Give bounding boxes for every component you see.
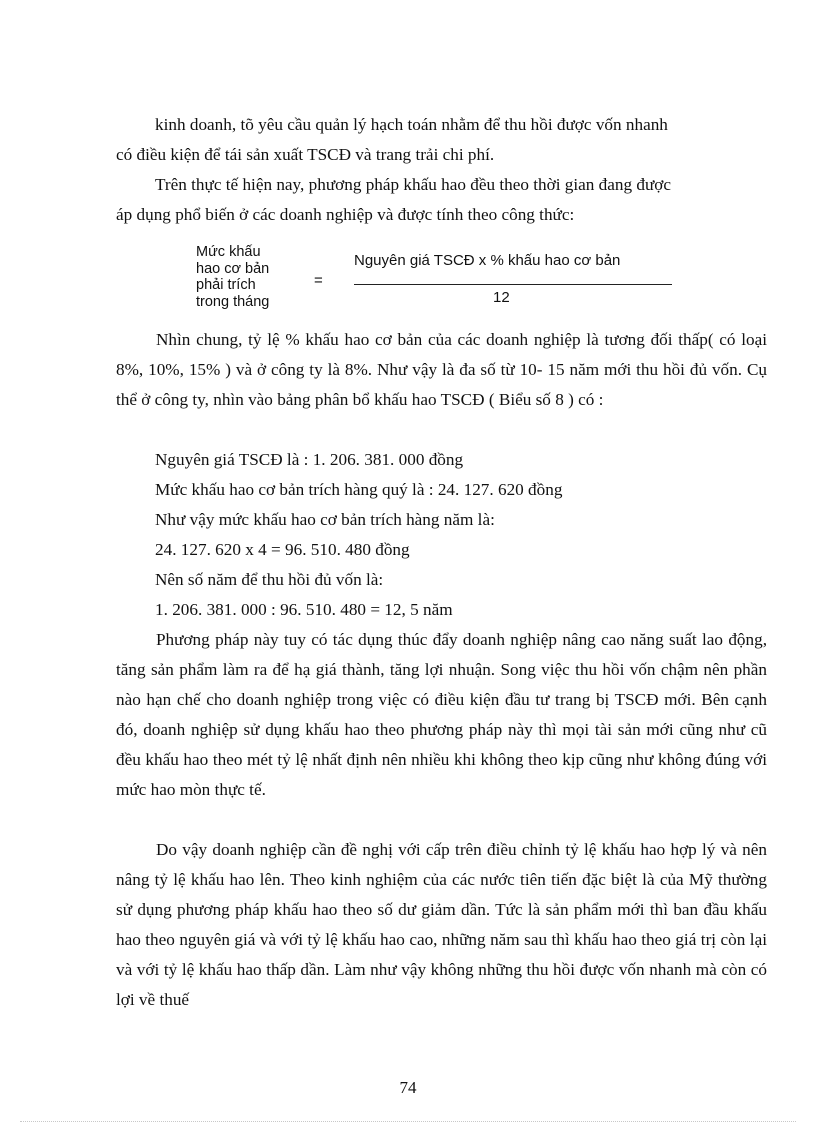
formula-label-line: phải trích <box>196 277 256 293</box>
paragraph-1-line-2: có điều kiện để tái sản xuất TSCĐ và trang trải chi phí. <box>116 145 495 164</box>
line-muc-khau-hao-quy: Mức khấu hao cơ bản trích hàng quý là : 24. 127. 620 đồng <box>155 480 563 499</box>
paragraph-4: Phương pháp này tuy có tác dụng thúc đẩy doanh nghiệp nâng cao năng suất lao động, tăng sản phẩm làm ra để hạ giá thành, tăng lợi nhuận. Song việc thu hồi vốn chậm nên phần nào hạn chế cho doanh nghiệp trong việc có điều kiện đầu tư trang bị TSCĐ mới. Bên cạnh đó, doanh nghiệp sử dụng khấu hao theo phương pháp này thì mọi tài sản mới cũng như cũ đều khấu hao theo mét tỷ lệ nhất định nên nhiều khi không theo kịp cũng như không đúng với mức hao mòn thực tế. <box>116 630 767 799</box>
footer-divider <box>20 1121 796 1122</box>
paragraph-1-line-1: kinh doanh, tõ yêu cầu quản lý hạch toán nhằm để thu hồi được vốn nhanh <box>155 115 668 134</box>
line-nen-so-nam: Nên số năm để thu hồi đủ vốn là: <box>155 570 384 589</box>
paragraph-5: Do vậy doanh nghiệp cần đề nghị với cấp trên điều chỉnh tỷ lệ khấu hao hợp lý và nên nâng tỷ lệ khấu hao lên. Theo kinh nghiệm của các nước tiên tiến đặc biệt là của Mỹ thường sử dụng phương pháp khấu hao theo số dư giảm dần. Tức là sản phẩm mới thì ban đầu khấu hao theo nguyên giá và với tỷ lệ khấu hao cao, những năm sau thì khấu hao theo giá trị còn lại và với tỷ lệ khấu hao thấp dần. Làm như vậy không những thu hồi được vốn nhanh mà còn có lợi về thuế <box>116 840 767 1009</box>
formula-label-line: hao cơ bản <box>196 260 270 277</box>
formula-label-line: Mức khấu <box>196 244 261 260</box>
formula-numerator: Nguyên giá TSCĐ x % khấu hao cơ bản <box>354 252 621 269</box>
formula-denominator: 12 <box>493 289 510 306</box>
paragraph-3: Nhìn chung, tỷ lệ % khấu hao cơ bản của các doanh nghiệp là tương đối thấp( có loại 8%, 10%, 15% ) và ở công ty là 8%. Như vậy là đa số từ 10- 15 năm mới thu hồi đủ vốn. Cụ thể ở công ty, nhìn vào bảng phân bổ khấu hao TSCĐ ( Biểu số 8 ) có : <box>116 330 767 409</box>
paragraph-2-line-1: Trên thực tế hiện nay, phương pháp khấu hao đều theo thời gian đang được <box>155 175 671 194</box>
page-number: 74 <box>399 1078 417 1097</box>
line-calculation-annual: 24. 127. 620 x 4 = 96. 510. 480 đồng <box>155 540 410 559</box>
formula-label <box>196 244 296 310</box>
paragraph-2-line-2: áp dụng phổ biến ở các doanh nghiệp và được tính theo công thức: <box>116 205 575 224</box>
line-nhu-vay: Như vậy mức khấu hao cơ bản trích hàng năm là: <box>155 510 495 529</box>
line-nguyen-gia: Nguyên giá TSCĐ là : 1. 206. 381. 000 đồng <box>155 450 464 469</box>
line-calculation-years: 1. 206. 381. 000 : 96. 510. 480 = 12, 5 năm <box>155 600 453 619</box>
formula-label-line: trong tháng <box>196 293 270 310</box>
formula-equals-sign: = <box>314 272 323 289</box>
depreciation-formula <box>196 244 676 316</box>
formula-fraction-bar <box>354 284 672 285</box>
